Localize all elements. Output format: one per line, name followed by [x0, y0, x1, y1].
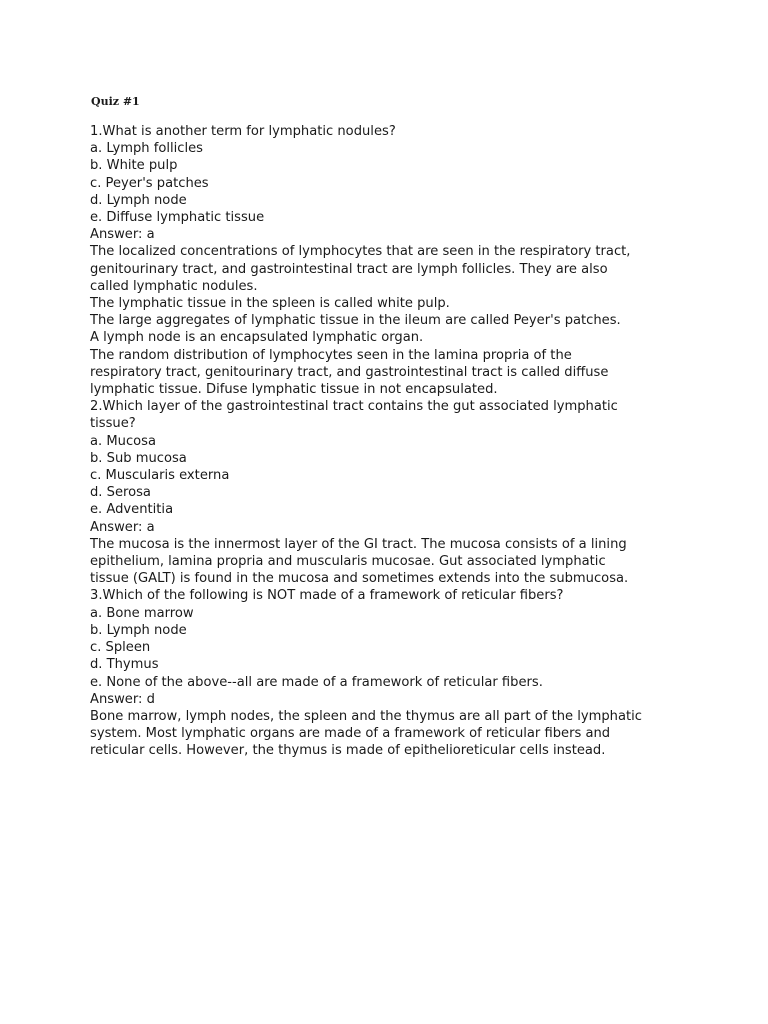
text-line: a. Bone marrow	[90, 605, 194, 621]
text-line: d. Lymph node	[90, 192, 187, 208]
text-line: 2.Which layer of the gastrointestinal tract contains the gut associated lymphatic	[90, 399, 618, 415]
text-line: lymphatic tissue. Difuse lymphatic tissue in not encapsulated.	[90, 382, 498, 398]
text-line: respiratory tract, genitourinary tract, and gastrointestinal tract is called diffuse	[90, 364, 609, 380]
text-line: b. Sub mucosa	[90, 450, 187, 466]
text-line: c. Peyer's patches	[90, 175, 209, 191]
text-line: genitourinary tract, and gastrointestinal tract are lymph follicles. They are also	[90, 261, 608, 277]
text-line: e. Adventitia	[90, 502, 174, 518]
text-line: c. Spleen	[90, 640, 151, 656]
text-line: e. Diffuse lymphatic tissue	[90, 210, 265, 226]
text-line: The mucosa is the innermost layer of the GI tract. The mucosa consists of a lining	[90, 536, 627, 552]
text-line: The random distribution of lymphocytes seen in the lamina propria of the	[90, 347, 572, 363]
text-line: d. Serosa	[90, 485, 151, 501]
text-line: a. Mucosa	[90, 433, 156, 449]
text-line: The localized concentrations of lymphocytes that are seen in the respiratory tract,	[90, 244, 631, 260]
text-line: c. Muscularis externa	[90, 468, 230, 484]
text-line: Answer: a	[90, 227, 155, 243]
text-line: d. Thymus	[90, 657, 159, 673]
text-line: epithelium, lamina propria and muscularis mucosae. Gut associated lymphatic	[90, 554, 606, 570]
text-line: The large aggregates of lymphatic tissue in the ileum are called Peyer's patches.	[90, 313, 621, 329]
text-line: Answer: a	[90, 519, 155, 535]
text-line: e. None of the above--all are made of a framework of reticular fibers.	[90, 674, 543, 690]
text-line: reticular cells. However, the thymus is made of epithelioreticular cells instead.	[90, 743, 606, 759]
document-title: Quiz #1	[91, 95, 140, 108]
text-line: The lymphatic tissue in the spleen is called white pulp.	[90, 296, 450, 312]
text-line: a. Lymph follicles	[90, 141, 203, 157]
text-line: b. Lymph node	[90, 622, 187, 638]
document-body	[90, 123, 690, 760]
text-line: A lymph node is an encapsulated lymphatic organ.	[90, 330, 424, 346]
text-line: tissue (GALT) is found in the mucosa and sometimes extends into the submucosa.	[90, 571, 629, 587]
text-line: Bone marrow, lymph nodes, the spleen and the thymus are all part of the lymphatic	[90, 708, 642, 724]
text-line: Answer: d	[90, 691, 155, 707]
text-line: 3.Which of the following is NOT made of a framework of reticular fibers?	[90, 588, 564, 604]
text-line: called lymphatic nodules.	[90, 278, 258, 294]
text-line: b. White pulp	[90, 158, 178, 174]
text-line: tissue?	[90, 416, 136, 432]
text-line: system. Most lymphatic organs are made of a framework of reticular fibers and	[90, 726, 611, 742]
text-line: 1.What is another term for lymphatic nodules?	[90, 124, 396, 139]
